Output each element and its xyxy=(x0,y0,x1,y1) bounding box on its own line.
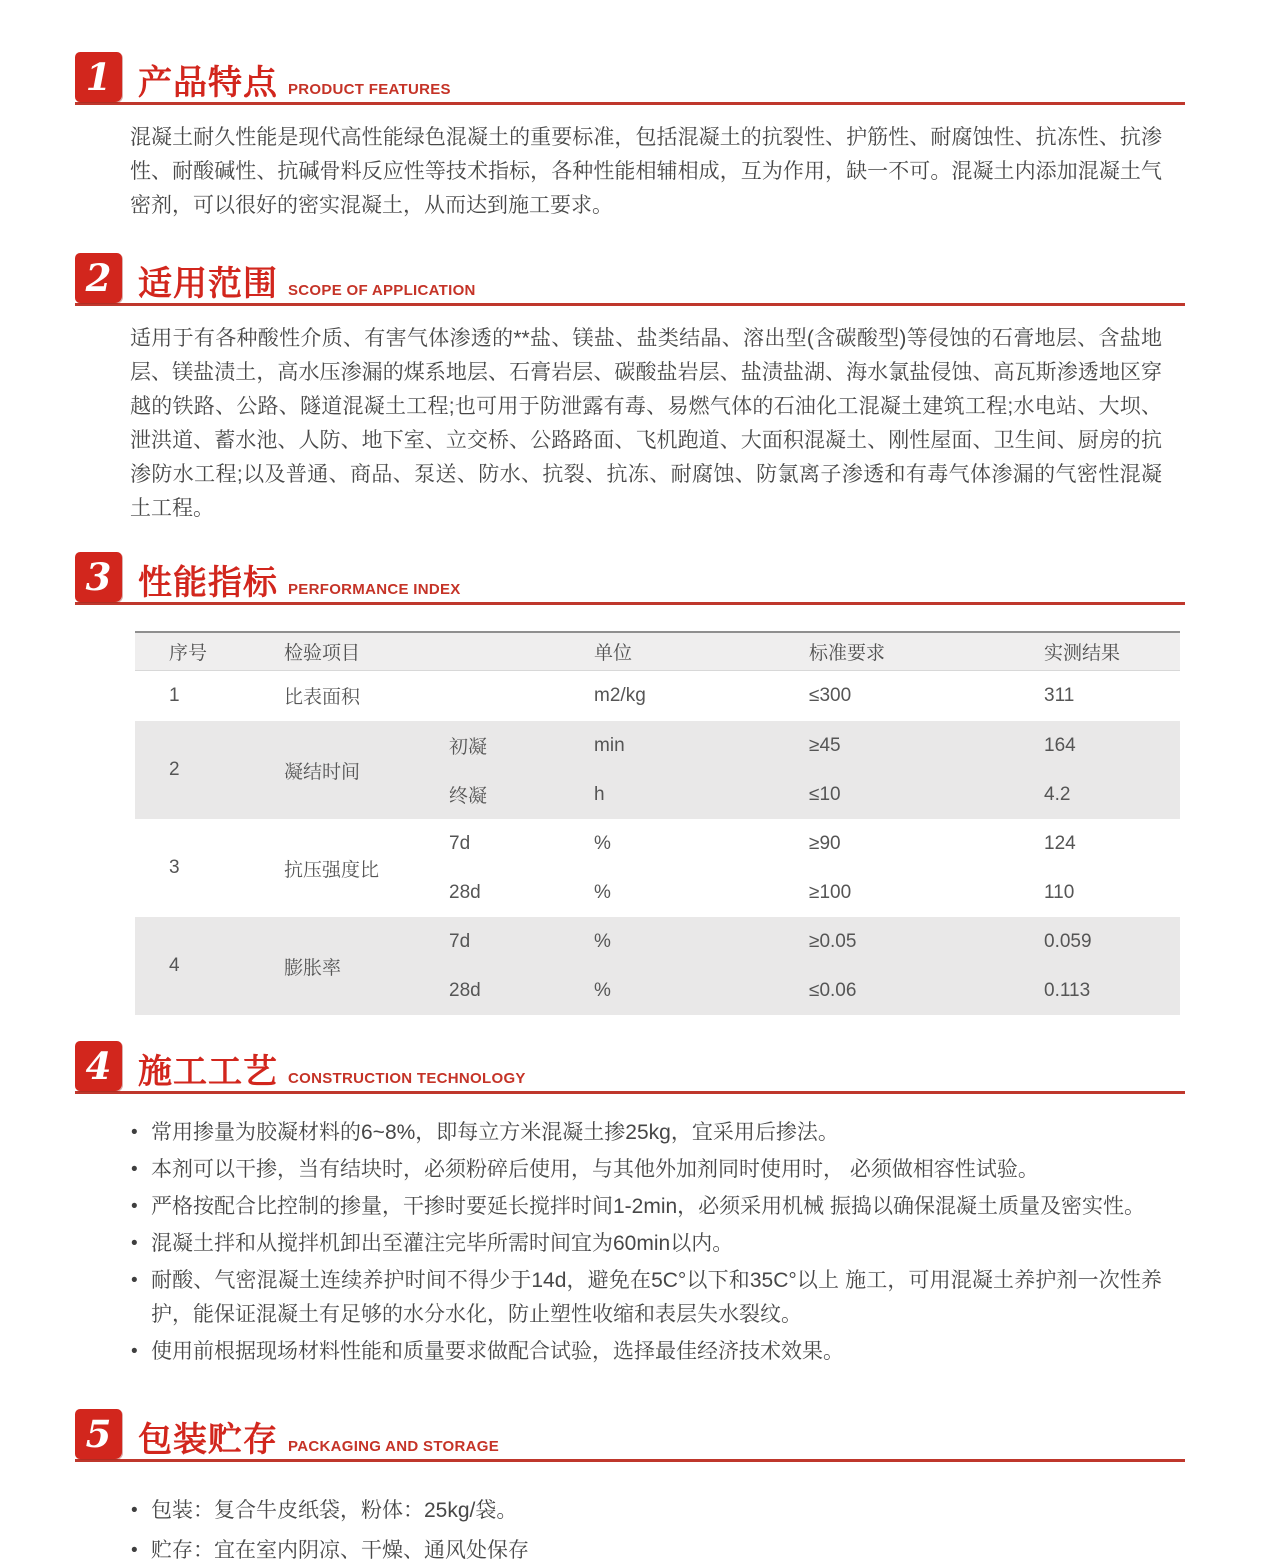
cell-result: 164 xyxy=(1044,734,1076,756)
section-3-number-badge: 3 xyxy=(75,552,122,602)
section-packaging-and-storage xyxy=(75,1409,1185,1568)
cell-standard: ≤300 xyxy=(809,684,852,706)
cell-sub: 28d xyxy=(449,979,481,1001)
col-header-standard: 标准要求 xyxy=(809,642,886,664)
bullet-item: • 使用前根据现场材料性能和质量要求做配合试验，选择最佳经济技术效果。 xyxy=(130,1335,1162,1369)
bullet-item: • 常用掺量为胶凝材料的6~8%，即每立方米混凝土掺25kg，宜采用后掺法。 xyxy=(130,1116,1162,1150)
cell-unit: m2/kg xyxy=(594,684,646,706)
cell-standard: ≥0.05 xyxy=(809,930,857,952)
cell-result: 0.113 xyxy=(1044,979,1091,1001)
table-header-row xyxy=(135,632,1180,670)
cell-unit: min xyxy=(594,734,625,756)
col-header-item: 检验项目 xyxy=(284,642,361,664)
construction-bullet-list xyxy=(130,1116,1162,1369)
cell-sub: 初凝 xyxy=(449,737,488,758)
cell-result: 124 xyxy=(1044,832,1076,854)
bullet-item: • 包装：复合牛皮纸袋，粉体：25kg/袋。 xyxy=(130,1494,1162,1528)
cell-sub: 7d xyxy=(449,930,471,952)
section-2-number-badge: 2 xyxy=(75,253,122,303)
cell-result: 110 xyxy=(1044,881,1075,903)
bullet-item: • 混凝土拌和从搅拌机卸出至灌注完毕所需时间宜为60min以内。 xyxy=(130,1227,1162,1261)
section-construction-technology xyxy=(75,1041,1185,1369)
section-1-number-badge: 1 xyxy=(75,52,122,102)
section-4-subtitle: CONSTRUCTION TECHNOLOGY xyxy=(288,1070,526,1087)
cell-standard: ≥45 xyxy=(809,734,841,756)
cell-sub: 终凝 xyxy=(449,786,488,807)
section-5-title: 包装贮存 xyxy=(138,1421,278,1459)
cell-standard: ≥90 xyxy=(809,832,841,854)
section-2-title: 适用范围 xyxy=(138,265,278,303)
cell-standard: ≤10 xyxy=(809,783,841,805)
section-5-header xyxy=(75,1409,1185,1462)
cell-unit: % xyxy=(594,881,611,903)
cell-standard: ≥100 xyxy=(809,881,852,903)
packaging-bullet-list xyxy=(130,1494,1162,1568)
section-4-title: 施工工艺 xyxy=(138,1053,278,1091)
section-3-subtitle: PERFORMANCE INDEX xyxy=(288,581,461,598)
cell-item: 比表面积 xyxy=(284,687,361,709)
section-2-paragraph: 适用于有各种酸性介质、有害气体渗透的**盐、镁盐、盐类结晶、溶出型(含碳酸型)等侵蚀的石膏地层、含盐地层、镁盐渍土，高水压渗漏的煤系地层、石膏岩层、碳酸盐岩层、盐渍盐湖、海水氯盐侵蚀、高瓦斯渗透地区穿越的铁路、公路、隧道混凝土工程;也可用于防泄露有毒、易燃气体的石油化工混凝土建筑工程;水电站、大坝、泄洪道、蓄水池、人防、地下室、立交桥、公路路面、飞机跑道、大面积混凝土、刚性屋面、卫生间、厨房的抗渗防水工程;以及普通、商品、泵送、防水、抗裂、抗冻、耐腐蚀、防氯离子渗透和有毒气体渗漏的气密性混凝土工程。 xyxy=(130,327,1162,520)
cell-result: 311 xyxy=(1044,684,1075,706)
cell-unit: % xyxy=(594,832,611,854)
table-row-compressive-7d xyxy=(135,819,1180,868)
bullet-item: • 耐酸、气密混凝土连续养护时间不得少于14d，避免在5C°以下和35C°以上 施工，可用混凝土养护剂一次性养护，能保证混凝土有足够的水分水化，防止塑性收缩和表层失水裂纹。 xyxy=(130,1264,1162,1332)
cell-no: 1 xyxy=(169,684,180,706)
table-row-surface-area xyxy=(135,670,1180,721)
section-3-title: 性能指标 xyxy=(138,564,278,602)
cell-unit: % xyxy=(594,930,611,952)
cell-unit: % xyxy=(594,979,611,1001)
section-3-header xyxy=(75,552,1185,605)
cell-unit: h xyxy=(594,783,605,805)
section-1-header xyxy=(75,52,1185,105)
cell-sub: 7d xyxy=(449,832,471,854)
section-2-subtitle: SCOPE OF APPLICATION xyxy=(288,282,476,299)
cell-no: 2 xyxy=(169,759,180,780)
section-5-number-badge: 5 xyxy=(75,1409,122,1459)
section-4-number-badge: 4 xyxy=(75,1041,122,1091)
cell-item: 膨胀率 xyxy=(284,957,342,979)
section-4-header xyxy=(75,1041,1185,1094)
section-1-paragraph: 混凝土耐久性能是现代高性能绿色混凝土的重要标准，包括混凝土的抗裂性、护筋性、耐腐蚀性、抗冻性、抗渗性、耐酸碱性、抗碱骨料反应性等技术指标，各种性能相辅相成，互为作用，缺一不可。混凝土内添加混凝土气密剂，可以很好的密实混凝土，从而达到施工要求。 xyxy=(130,126,1162,217)
cell-result: 4.2 xyxy=(1044,783,1071,805)
col-header-result: 实测结果 xyxy=(1044,642,1121,664)
cell-item: 抗压强度比 xyxy=(284,859,380,881)
cell-result: 0.059 xyxy=(1044,930,1092,952)
col-header-unit: 单位 xyxy=(594,642,633,664)
cell-no: 3 xyxy=(169,857,180,878)
section-5-subtitle: PACKAGING AND STORAGE xyxy=(288,1438,500,1455)
bullet-item: • 贮存：宜在室内阴凉、干燥、通风处保存 xyxy=(130,1534,1162,1568)
section-1-subtitle: PRODUCT FEATURES xyxy=(288,81,451,98)
section-2-header xyxy=(75,253,1185,306)
table-row-setting-time-initial xyxy=(135,721,1180,770)
section-1-title: 产品特点 xyxy=(138,64,278,102)
performance-table xyxy=(135,631,1180,1015)
section-scope-of-application xyxy=(75,253,1185,526)
col-header-no: 序号 xyxy=(169,642,208,664)
section-performance-index xyxy=(75,552,1185,1015)
cell-item: 凝结时间 xyxy=(284,761,361,783)
cell-sub: 28d xyxy=(449,881,481,903)
bullet-item: • 本剂可以干掺，当有结块时，必须粉碎后使用，与其他外加剂同时使用时， 必须做相容性试验。 xyxy=(130,1153,1162,1187)
section-product-features xyxy=(75,52,1185,223)
bullet-item: • 严格按配合比控制的掺量，干掺时要延长搅拌时间1-2min，必须采用机械 振捣以确保混凝土质量及密实性。 xyxy=(130,1190,1162,1224)
cell-standard: ≤0.06 xyxy=(809,979,857,1001)
cell-no: 4 xyxy=(169,955,180,976)
table-row-expansion-7d xyxy=(135,917,1180,966)
